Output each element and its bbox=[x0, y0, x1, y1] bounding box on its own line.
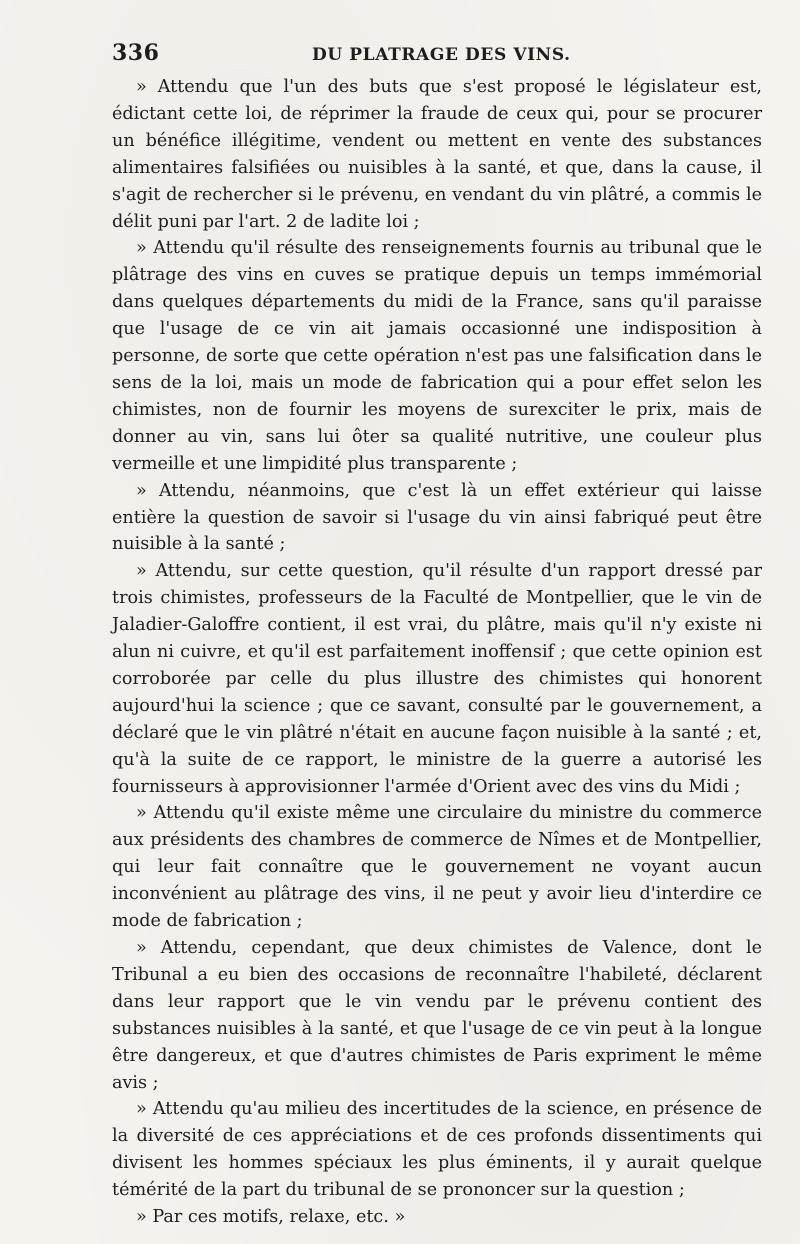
paragraph: » Attendu, sur cette question, qu'il résulte d'un rapport dressé par trois chimistes, professeurs de la Faculté de Montpellier, que le vin de Jaladier-Galoffre contient, il est vrai, du plâtre, mais qu'il n'y existe ni alun ni cuivre, et qu'il est parfaitement inoffensif ; que cette opinion est corroborée par celle du plus illustre des chimistes qui honorent aujourd'hui la science ; que ce savant, consulté par le gouvernement, a déclaré que le vin plâtré n'était en aucune façon nuisible à la santé ; et, qu'à la suite de ce rapport, le ministre de la guerre a autorisé les fournisseurs à approvisionner l'armée d'Orient avec des vins du Midi ; bbox=[112, 561, 762, 797]
running-title: DU PLATRAGE DES VINS. bbox=[312, 45, 571, 65]
page-number: 336 bbox=[112, 40, 160, 66]
body-text bbox=[112, 74, 762, 1231]
paragraph: » Attendu, néanmoins, que c'est là un effet extérieur qui laisse entière la question de savoir si l'usage du vin ainsi fabriqué peut être nuisible à la santé ; bbox=[112, 480, 762, 555]
paragraph: » Par ces motifs, relaxe, etc. » bbox=[136, 1207, 406, 1228]
running-head bbox=[112, 40, 762, 70]
paragraph: » Attendu qu'au milieu des incertitudes de la science, en présence de la diversité de ces appréciations et de ces profonds dissentiments qui divisent les hommes spéciaux les plus éminents, il y aurait quelque témérité de la part du tribunal de se prononcer sur la question ; bbox=[112, 1099, 762, 1201]
paragraph: » Attendu, cependant, que deux chimistes de Valence, dont le Tribunal a eu bien des occasions de reconnaître l'habileté, déclarent dans leur rapport que le vin vendu par le prévenu contient des substances nuisibles à la santé, et que l'usage de ce vin peut à la longue être dangereux, et que d'autres chimistes de Paris expriment le même avis ; bbox=[112, 938, 762, 1093]
paragraph: » Attendu qu'il existe même une circulaire du ministre du commerce aux présidents des chambres de commerce de Nîmes et de Montpellier, qui leur fait connaître que le gouvernement ne voyant aucun inconvénient au plâtrage des vins, il ne peut y avoir lieu d'interdire ce mode de fabrication ; bbox=[112, 803, 762, 932]
paragraph: » Attendu que l'un des buts que s'est proposé le législateur est, édictant cette loi, de réprimer la fraude de ceux qui, pour se procurer un bénéfice illégitime, vendent ou mettent en vente des substances alimentaires falsifiées ou nuisibles à la santé, et que, dans la cause, il s'agit de rechercher si le prévenu, en vendant du vin plâtré, a commis le délit puni par l'art. 2 de ladite loi ; bbox=[112, 77, 762, 232]
paragraph: » Attendu qu'il résulte des renseignements fournis au tribunal que le plâtrage des vins en cuves se pratique depuis un temps immémorial dans quelques départements du midi de la France, sans qu'il paraisse que l'usage de ce vin ait jamais occasionné une indisposition à personne, de sorte que cette opération n'est pas une falsification dans le sens de la loi, mais un mode de fabrication qui a pour effet selon les chimistes, non de fournir les moyens de surexciter le prix, mais de donner au vin, sans lui ôter sa qualité nutritive, une couleur plus vermeille et une limpidité plus transparente ; bbox=[112, 238, 762, 474]
